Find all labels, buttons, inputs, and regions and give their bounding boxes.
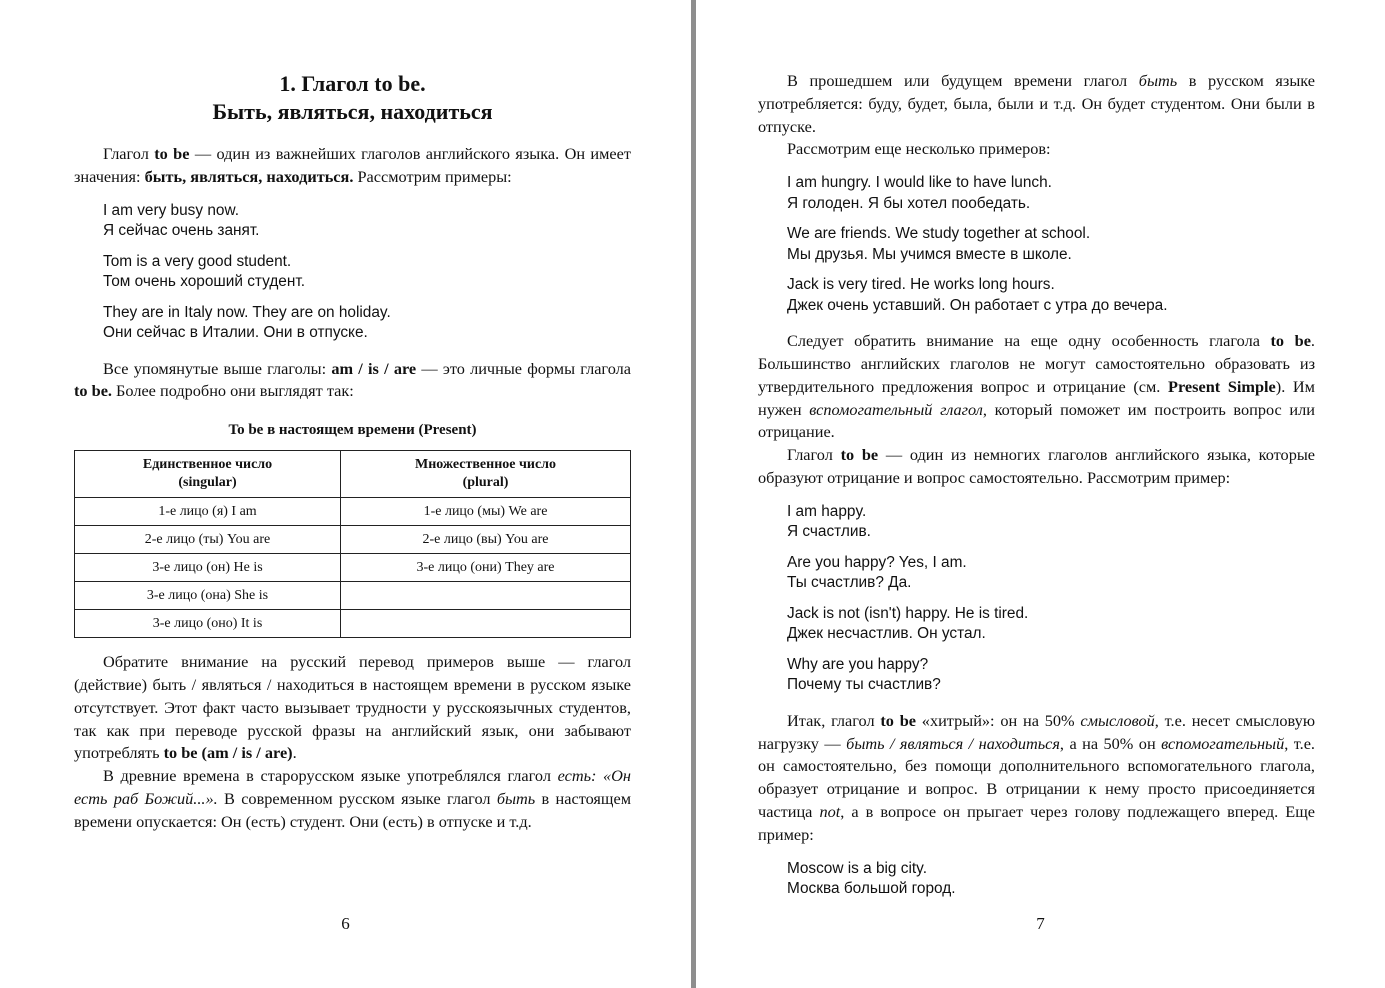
right-page-content xyxy=(758,70,1315,900)
example-ru: Мы друзья. Мы учимся вместе в школе. xyxy=(787,245,1072,263)
header-line: (singular) xyxy=(178,475,237,491)
example-block xyxy=(787,859,1315,900)
example-block xyxy=(787,173,1315,214)
few-verbs-paragraph xyxy=(758,444,1315,490)
text-run: В древние времена в старорусском языке употреблялся глагол xyxy=(103,766,558,786)
italic-term: есть: «Он есть раб Божий...». xyxy=(74,766,631,808)
example-ru: Почему ты счастлив? xyxy=(787,676,941,694)
to-be-forms-table xyxy=(74,450,631,638)
left-page xyxy=(0,0,691,988)
header-line: Единственное число xyxy=(142,457,273,473)
example-ru: Том очень хороший студент. xyxy=(103,273,305,291)
example-en: Jack is not (isn't) happy. He is tired. xyxy=(787,604,1029,622)
example-en: Moscow is a big city. xyxy=(787,859,927,877)
example-en: I am very busy now. xyxy=(103,201,240,219)
text-run: Итак, глагол xyxy=(787,710,881,730)
chapter-title-line2: Быть, являться, находиться xyxy=(212,99,493,124)
text-run: , а на 50% он xyxy=(1059,733,1162,753)
chapter-title xyxy=(74,70,631,126)
example-ru: Я счастлив. xyxy=(787,523,871,541)
text-run: , а в вопросе он прыгает через голову подлежащего вперед. Еще пример: xyxy=(758,801,1315,844)
more-examples-paragraph: Рассмотрим еще несколько примеров: xyxy=(787,139,1051,159)
table-row xyxy=(75,526,631,554)
text-run: ). Им нужен xyxy=(758,376,1315,419)
table-cell xyxy=(341,582,631,610)
header-line: (plural) xyxy=(462,475,509,491)
text-run: В современном русском языке глагол xyxy=(217,788,497,808)
italic-term: вспомогательный глагол xyxy=(809,399,983,419)
text-run: Глагол xyxy=(787,445,841,465)
feature-paragraph xyxy=(758,330,1315,444)
italic-term: быть xyxy=(1138,71,1178,90)
example-block xyxy=(103,201,631,242)
table-title: To be в настоящем времени (Present) xyxy=(228,422,477,439)
text-run: , который поможет им построить вопрос или отрицание. xyxy=(758,399,1315,442)
example-en: We are friends. We study together at school. xyxy=(787,225,1091,243)
example-en: Are you happy? Yes, I am. xyxy=(787,553,967,571)
text-run: — один из важнейших глаголов английского языка. Он имеет значения: xyxy=(74,144,631,186)
bold-term: to be. xyxy=(74,381,112,401)
forms-paragraph xyxy=(74,358,631,404)
bold-term: to be xyxy=(840,445,879,465)
example-block xyxy=(787,502,1315,543)
bold-term: to be xyxy=(1270,331,1311,351)
bold-term: быть, являться, находиться. xyxy=(144,166,354,186)
table-cell: 2-е лицо (вы) You are xyxy=(341,526,631,554)
bold-term: to be (am / is / are) xyxy=(163,743,293,763)
text-run: — один из немногих глаголов английского языка, которые образуют отрицание и вопрос самостоятельно. Рассмотрим пример: xyxy=(758,445,1315,487)
bold-term: am / is / are xyxy=(331,358,417,378)
table-header-row xyxy=(75,451,631,498)
note-paragraph xyxy=(74,651,631,765)
table-cell: 3-е лицо (она) She is xyxy=(75,582,341,610)
example-ru: Я голоден. Я бы хотел пообедать. xyxy=(787,194,1031,212)
page-number-left: 6 xyxy=(341,914,350,933)
table-row xyxy=(75,582,631,610)
example-block xyxy=(787,553,1315,594)
example-en: Jack is very tired. He works long hours. xyxy=(787,276,1055,294)
bold-term: Present Simple xyxy=(1168,376,1276,396)
right-page xyxy=(696,0,1385,988)
table-cell: 3-е лицо (оно) It is xyxy=(75,610,341,638)
italic-term: быть / являться / находиться xyxy=(846,733,1060,753)
example-block xyxy=(103,303,631,344)
text-run: Следует обратить внимание на еще одну особенность глагола xyxy=(787,331,1271,351)
example-block xyxy=(787,604,1315,645)
table-row xyxy=(75,498,631,526)
italic-term: быть xyxy=(496,788,536,808)
text-run: , т.е. он самостоятельно, без помощи дополнительного вспомогательного глагола, образует отрицание и вопрос. В отрицании к нему просто присоединяется частица xyxy=(758,733,1315,821)
example-en: Tom is a very good student. xyxy=(103,252,292,270)
text-run: Все упомянутые выше глаголы: xyxy=(103,358,332,378)
example-ru: Ты счастлив? Да. xyxy=(787,574,912,592)
table-row xyxy=(75,610,631,638)
example-en: Why are you happy? xyxy=(787,655,929,673)
text-run: . xyxy=(292,743,297,763)
example-block xyxy=(103,252,631,293)
italic-term: смысловой xyxy=(1080,710,1155,730)
table-header-singular xyxy=(75,451,341,498)
text-run: , т.е. несет смысловую нагрузку — xyxy=(758,710,1315,753)
example-block xyxy=(787,655,1315,696)
text-run: в русском языке употребляется: буду, будет, была, были и т.д. Он будет студентом. Они были в отпуске. xyxy=(758,71,1315,136)
example-ru: Они сейчас в Италии. Они в отпуске. xyxy=(103,324,368,342)
text-run: в настоящем времени опускается: Он (есть) студент. Они (есть) в отпуске и т.д. xyxy=(74,788,631,831)
italic-term: not xyxy=(819,801,841,821)
text-run: . Большинство английских глаголов не могут самостоятельно образовать из утвердительного предложения вопрос и отрицание (см. xyxy=(758,331,1315,396)
example-en: I am happy. xyxy=(787,502,867,520)
example-block xyxy=(787,224,1315,265)
text-run: — это личные формы глагола xyxy=(416,358,631,378)
table-cell: 3-е лицо (они) They are xyxy=(341,554,631,582)
example-ru: Джек очень уставший. Он работает с утра до вечера. xyxy=(787,296,1168,314)
table-cell: 1-е лицо (я) I am xyxy=(75,498,341,526)
intro-paragraph xyxy=(74,143,631,189)
text-run: «хитрый»: он на 50% xyxy=(916,710,1081,730)
example-en: I am hungry. I would like to have lunch. xyxy=(787,174,1052,192)
table-cell: 2-е лицо (ты) You are xyxy=(75,526,341,554)
table-cell: 1-е лицо (мы) We are xyxy=(341,498,631,526)
example-block xyxy=(787,275,1315,316)
tricky-paragraph xyxy=(758,710,1315,847)
example-ru: Я сейчас очень занят. xyxy=(103,222,260,240)
example-en: They are in Italy now. They are on holiday. xyxy=(103,303,391,321)
example-ru: Джек несчастлив. Он устал. xyxy=(787,625,986,643)
bold-term: to be xyxy=(154,144,190,163)
history-paragraph xyxy=(74,765,631,833)
past-future-paragraph xyxy=(758,70,1315,138)
text-run: В прошедшем или будущем времени глагол xyxy=(787,71,1139,90)
chapter-title-line1: 1. Глагол to be. xyxy=(279,71,426,96)
example-ru: Москва большой город. xyxy=(787,880,956,898)
text-run: Рассмотрим примеры: xyxy=(353,166,512,186)
text-run: Обратите внимание на русский перевод примеров выше — глагол (действие) быть / являться / находиться в настоящем времени в русском языке отсутствует. Этот факт часто вызывает трудности у русскоязычных студентов, так как при переводе русской фразы на английский язык, они забывают употреблять xyxy=(74,652,631,763)
table-header-plural xyxy=(341,451,631,498)
left-page-content xyxy=(74,70,631,834)
italic-term: вспомогательный xyxy=(1161,733,1285,753)
text-run: Глагол xyxy=(103,144,155,163)
table-row xyxy=(75,554,631,582)
header-line: Множественное число xyxy=(414,457,557,473)
bold-term: to be xyxy=(880,710,917,730)
text-run: Более подробно они выглядят так: xyxy=(111,381,354,401)
page-number-right: 7 xyxy=(1036,914,1045,933)
table-cell: 3-е лицо (он) He is xyxy=(75,554,341,582)
table-cell xyxy=(341,610,631,638)
